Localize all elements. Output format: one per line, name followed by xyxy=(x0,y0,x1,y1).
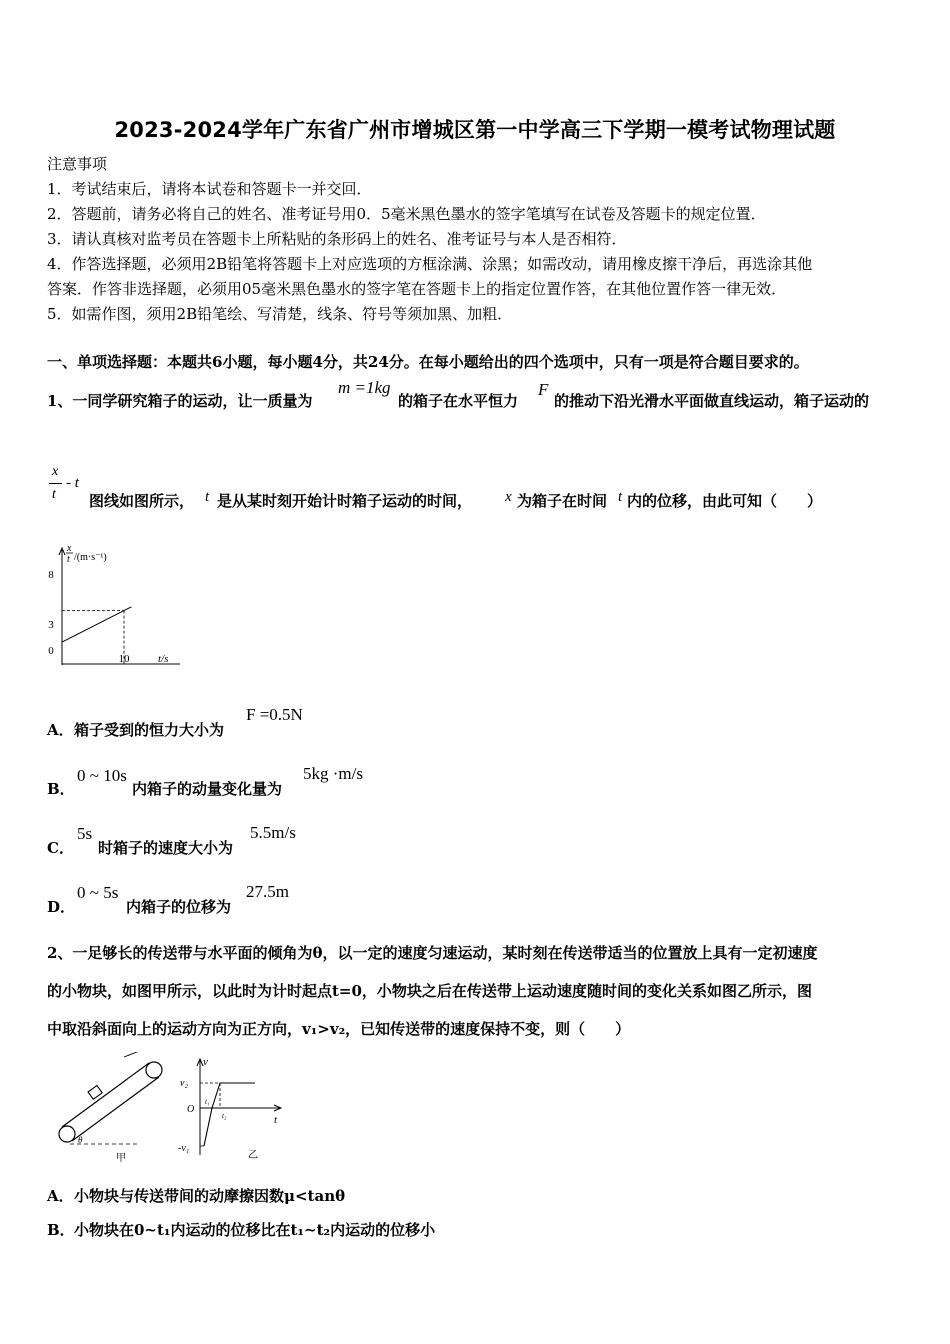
q1-text-part3: 的推动下沿光滑水平面做直线运动，箱子运动的 xyxy=(554,392,870,410)
q1-text-part1: 1、一同学研究箱子的运动，让一质量为 xyxy=(47,392,313,410)
q1-xt-graph xyxy=(40,540,190,672)
figure-caption: 甲 xyxy=(116,1153,126,1164)
x-tick-label: 10 xyxy=(118,653,130,665)
q1-text-part4: 图线如图所示， xyxy=(89,492,195,510)
option-math: F =0.5N xyxy=(246,705,303,724)
angle-label: θ xyxy=(78,1135,83,1145)
series-line xyxy=(62,607,131,642)
conveyor-figure xyxy=(50,1052,175,1164)
belt-top xyxy=(62,1063,149,1127)
option-text: 小物块在0~t₁内运动的位移比在t₁~t₂内运动的位移小 xyxy=(74,1221,436,1239)
belt-bottom xyxy=(72,1077,159,1141)
q1-t-symbol-2: t xyxy=(618,489,623,505)
option-math: 5.5m/s xyxy=(250,823,296,842)
notice-item: 5．如需作图，须用2B铅笔绘、写清楚，线条、符号等须加黑、加粗． xyxy=(47,305,513,323)
lower-pulley xyxy=(59,1126,75,1142)
option-text: 内箱子的位移为 xyxy=(126,898,232,916)
option-pre-math: 0 ~ 5s xyxy=(77,883,119,902)
q2-text-line2: 的小物块，如图甲所示，以此时为计时起点t=0，小物块之后在传送带上运动速度随时间的变化关系如图乙所示，图 xyxy=(47,982,812,1000)
t2-label: t₂ xyxy=(222,1112,227,1120)
notice-item: 1．考试结束后，请将本试卷和答题卡一并交回． xyxy=(47,180,372,198)
y-label-num: x xyxy=(67,543,72,554)
v2-label: v₂ xyxy=(180,1078,188,1089)
q1-t-symbol: t xyxy=(205,489,210,505)
q1-frac-num: x xyxy=(52,464,59,479)
upper-pulley xyxy=(146,1062,162,1078)
t-axis-label: t xyxy=(274,1114,278,1126)
option-text: 小物块与传送带间的动摩擦因数μ<tanθ xyxy=(74,1187,346,1205)
y-label-den: t xyxy=(67,554,70,565)
velocity-curve xyxy=(204,1083,255,1146)
notice-item: 2．答题前，请务必将自己的姓名、准考证号用0．5毫米黑色墨水的签字笔填写在试卷及答题卡的规定位置． xyxy=(47,205,766,223)
option-letter: B． xyxy=(47,1221,75,1239)
page-title: 2023-2024学年广东省广州市增城区第一中学高三下学期一模考试物理试题 xyxy=(114,118,836,142)
block xyxy=(88,1086,102,1100)
option-letter: B． xyxy=(47,780,75,798)
q1-frac-suffix: - t xyxy=(66,475,79,491)
option-pre-math: 5s xyxy=(77,824,93,843)
option-letter: C． xyxy=(47,839,74,857)
q1-mass: m =1kg xyxy=(338,378,391,397)
q1-frac-bar xyxy=(49,483,62,484)
q1-text-part6: 为箱子在时间 xyxy=(517,492,608,510)
notice-item: 4．作答选择题，必须用2B铅笔将答题卡上对应选项的方框涂满、涂黑；如需改动，请用橡皮擦干净后，再选涂其他 xyxy=(47,255,813,273)
t1-label: t₁ xyxy=(205,1098,210,1106)
section-heading: 一、单项选择题：本题共6小题，每小题4分，共24分。在每小题给出的四个选项中，只有一项是符合题目要求的。 xyxy=(47,353,809,371)
y-tick-label: 8 xyxy=(48,569,54,581)
option-letter: D． xyxy=(47,898,76,916)
option-letter: A． xyxy=(47,721,74,739)
y-tick-label: 3 xyxy=(48,619,54,631)
q2-text-line1: 2、一足够长的传送带与水平面的倾角为θ，以一定的速度匀速运动，某时刻在传送带适当的位置放上具有一定初速度 xyxy=(47,944,818,962)
option-text: 时箱子的速度大小为 xyxy=(98,839,234,857)
option-pre-math: 0 ~ 10s xyxy=(77,766,127,785)
notice-item: 答案．作答非选择题，必须用05毫米黑色墨水的签字笔在答题卡上的指定位置作答，在其他位置作答一律无效． xyxy=(47,280,787,298)
x-axis-label: t/s xyxy=(158,653,169,665)
q1-text-part5: 是从某时刻开始计时箱子运动的时间， xyxy=(217,492,473,510)
origin-label: O xyxy=(187,1104,195,1115)
q1-text-part2: 的箱子在水平恒力 xyxy=(398,392,519,410)
belt-direction-line xyxy=(124,1052,142,1057)
y-label-unit: /(m·s⁻¹) xyxy=(74,552,107,563)
option-math: 27.5m xyxy=(246,882,289,901)
origin-label: 0 xyxy=(48,645,54,657)
option-text: 内箱子的动量变化量为 xyxy=(132,780,283,798)
notice-heading: 注意事项 xyxy=(47,155,108,173)
notice-item: 3．请认真核对监考员在答题卡上所粘贴的条形码上的姓名、准考证号与本人是否相符． xyxy=(47,230,627,248)
option-text: 箱子受到的恒力大小为 xyxy=(74,721,225,739)
v-axis-label: v xyxy=(203,1056,208,1068)
q1-text-part7: 内的位移，由此可知（ ） xyxy=(627,492,823,510)
q1-force-symbol: F xyxy=(538,380,549,399)
q1-frac-den: t xyxy=(52,487,56,502)
q1-x-symbol: x xyxy=(505,489,512,505)
velocity-time-figure xyxy=(170,1050,290,1165)
option-math: 5kg ·m/s xyxy=(303,764,363,783)
option-letter: A． xyxy=(47,1187,74,1205)
figure-caption: 乙 xyxy=(248,1150,258,1161)
neg-v1-label: -v₁ xyxy=(178,1143,190,1154)
q2-text-line3: 中取沿斜面向上的运动方向为正方向，v₁>v₂，已知传送带的速度保持不变，则（ ） xyxy=(47,1020,631,1038)
